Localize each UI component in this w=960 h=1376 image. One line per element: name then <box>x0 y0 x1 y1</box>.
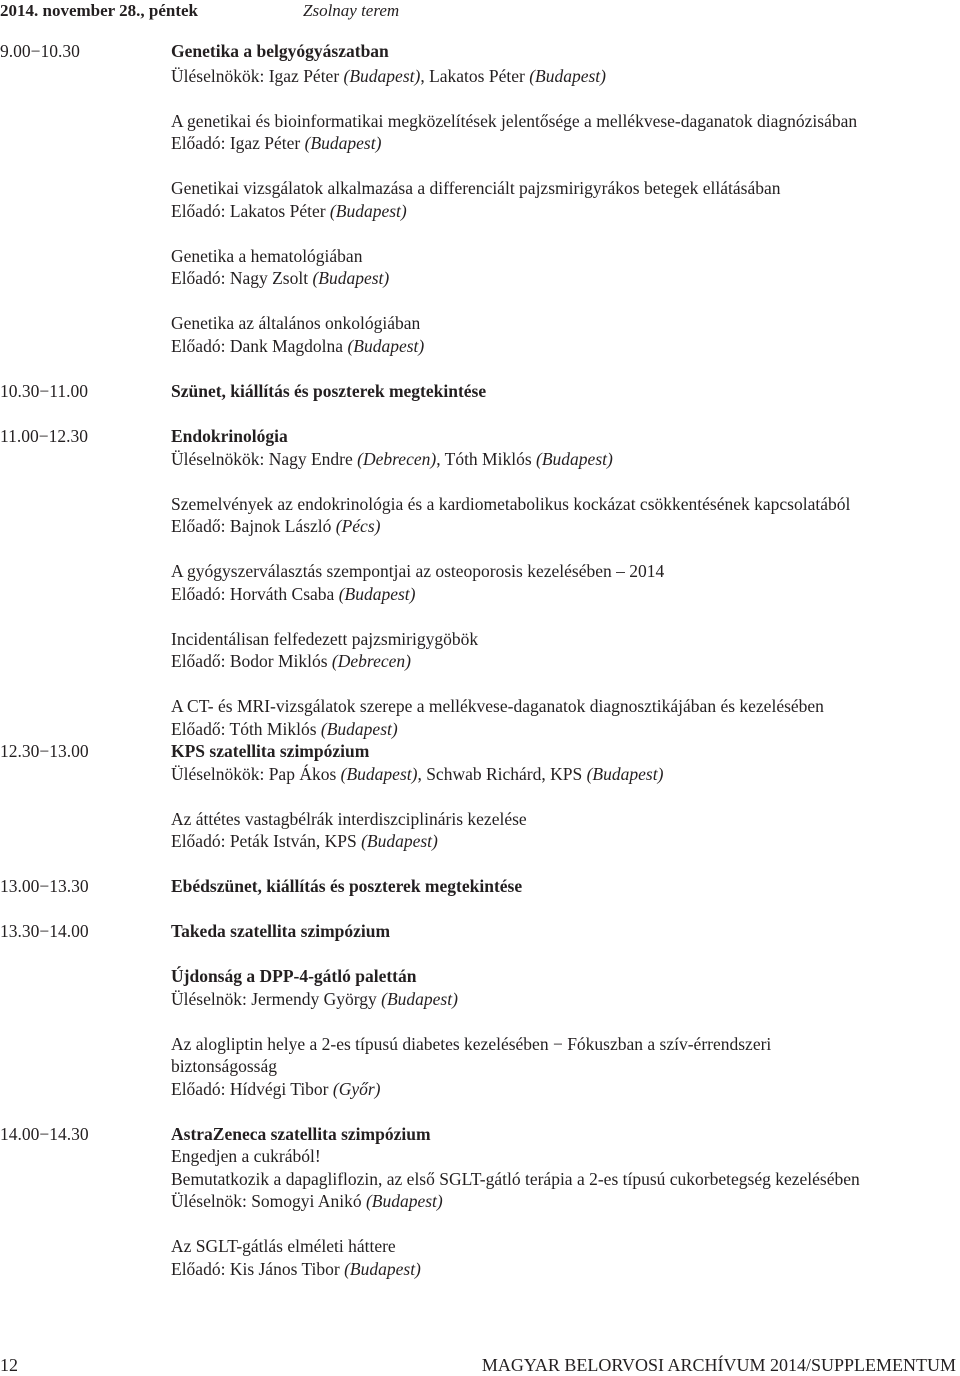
talk-speaker: Előadó: Igaz Péter (Budapest) <box>171 133 382 153</box>
talk-speaker: Előadő: Bodor Miklós (Debrecen) <box>171 651 411 671</box>
talk-title: A genetikai és bioinformatikai megközelítések jelentősége a mellékvese-daganatok diagnózisában <box>171 111 858 131</box>
talk-title: A gyógyszerválasztás szempontjai az osteoporosis kezelésében – 2014 <box>171 561 665 581</box>
session-title: Szünet, kiállítás és poszterek megtekintése <box>171 381 487 401</box>
session-chairs: Üléselnök: Somogyi Anikó (Budapest) <box>171 1191 443 1211</box>
talk-speaker: Előadó: Peták István, KPS (Budapest) <box>171 831 438 851</box>
session-chairs: Üléselnökök: Igaz Péter (Budapest), Lakatos Péter (Budapest) <box>171 66 606 86</box>
session-title: Ebédszünet, kiállítás és poszterek megtekintése <box>171 876 523 896</box>
session-title: Genetika a belgyógyászatban <box>171 41 389 61</box>
session-chairs: Üléselnökök: Pap Ákos (Budapest), Schwab Richárd, KPS (Budapest) <box>171 764 664 784</box>
header-venue: Zsolnay terem <box>303 1 400 20</box>
talk-speaker: Előadő: Bajnok László (Pécs) <box>171 516 381 536</box>
talk-title: Az SGLT-gátlás elméleti háttere <box>171 1236 396 1256</box>
talk-speaker: Előadó: Horváth Csaba (Budapest) <box>171 584 416 604</box>
talk-speaker: Előadó: Hídvégi Tibor (Győr) <box>171 1079 381 1099</box>
session-intro: Engedjen a cukrából! <box>171 1146 321 1166</box>
session-subtitle: Újdonság a DPP-4-gátló palettán <box>171 966 417 986</box>
talk-title: A CT- és MRI-vizsgálatok szerepe a mellékvese-daganatok diagnosztikájában és kezelésében <box>171 696 824 716</box>
talk-title: Az áttétes vastagbélrák interdiszciplináris kezelése <box>171 809 527 829</box>
session-time: 13.30−14.00 <box>0 921 89 941</box>
talk-title: Genetikai vizsgálatok alkalmazása a differenciált pajzsmirigyrákos betegek ellátásában <box>171 178 781 198</box>
session-title: AstraZeneca szatellita szimpózium <box>171 1124 431 1144</box>
session-title: KPS szatellita szimpózium <box>171 741 370 761</box>
session-chairs: Üléselnökök: Nagy Endre (Debrecen), Tóth Miklós (Budapest) <box>171 449 613 469</box>
session-time: 9.00−10.30 <box>0 41 80 61</box>
talk-title-continued: biztonságosság <box>171 1056 277 1076</box>
talk-speaker: Előadó: Dank Magdolna (Budapest) <box>171 336 425 356</box>
talk-title: Genetika az általános onkológiában <box>171 313 421 333</box>
talk-title: Szemelvények az endokrinológia és a kardiometabolikus kockázat csökkentésének kapcsolatából <box>171 494 851 514</box>
talk-title: Genetika a hematológiában <box>171 246 363 266</box>
header-date: 2014. november 28., péntek <box>0 1 199 20</box>
session-time: 13.00−13.30 <box>0 876 89 896</box>
page-number: 12 <box>0 1355 18 1375</box>
talk-speaker: Előadó: Nagy Zsolt (Budapest) <box>171 268 390 288</box>
talk-speaker: Előadó: Kis János Tibor (Budapest) <box>171 1259 421 1279</box>
session-time: 10.30−11.00 <box>0 381 88 401</box>
talk-title: Az alogliptin helye a 2-es típusú diabetes kezelésében − Fókuszban a szív-érrendszeri <box>171 1034 772 1054</box>
session-intro: Bemutatkozik a dapagliflozin, az első SGLT-gátló terápia a 2-es típusú cukorbetegség kezelésében <box>171 1169 860 1189</box>
session-title: Takeda szatellita szimpózium <box>171 921 391 941</box>
talk-title: Incidentálisan felfedezett pajzsmirigygöbök <box>171 629 479 649</box>
session-time: 11.00−12.30 <box>0 426 88 446</box>
session-title: Endokrinológia <box>171 426 288 446</box>
session-chairs: Üléselnök: Jermendy György (Budapest) <box>171 989 458 1009</box>
talk-speaker: Előadő: Tóth Miklós (Budapest) <box>171 719 398 739</box>
session-time: 12.30−13.00 <box>0 741 89 761</box>
talk-speaker: Előadó: Lakatos Péter (Budapest) <box>171 201 407 221</box>
journal-title: MAGYAR BELORVOSI ARCHÍVUM 2014/SUPPLEMENTUM <box>481 1355 956 1375</box>
session-time: 14.00−14.30 <box>0 1124 89 1144</box>
